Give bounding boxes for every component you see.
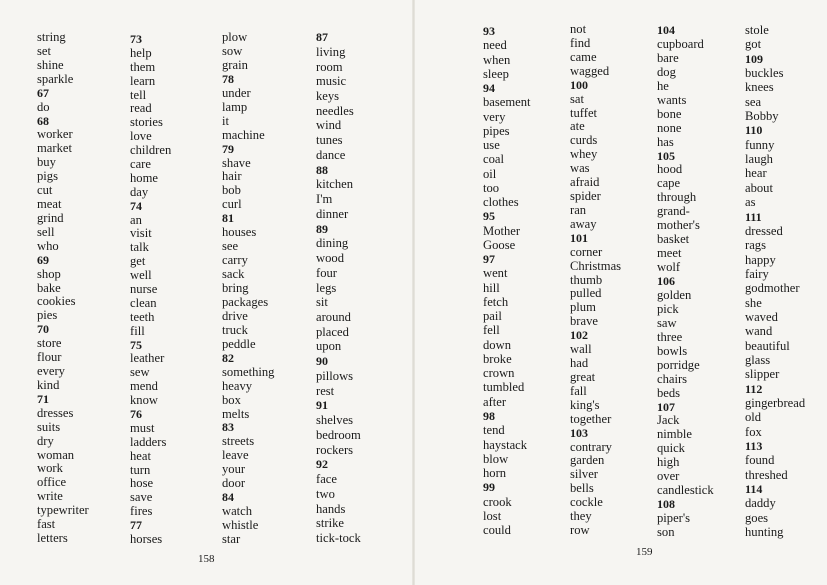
- vocab-word: day: [130, 184, 149, 199]
- vocab-word: children: [130, 143, 172, 158]
- vocab-word: through: [657, 190, 697, 205]
- vocab-word: need: [483, 38, 507, 53]
- vocab-word: funny: [745, 137, 775, 152]
- lesson-number: 67: [37, 85, 49, 100]
- vocab-word: stole: [745, 23, 769, 37]
- vocab-word: wolf: [657, 260, 681, 275]
- vocab-word: basement: [483, 95, 531, 110]
- vocab-word: hair: [222, 169, 242, 184]
- vocab-word: strike: [316, 516, 344, 531]
- vocab-word: machine: [222, 127, 265, 142]
- vocab-word: bowls: [657, 343, 688, 358]
- vocab-word: had: [570, 356, 589, 370]
- vocab-word: placed: [316, 324, 349, 339]
- vocab-word: know: [130, 393, 158, 408]
- vocab-word: streets: [222, 434, 255, 449]
- lesson-number: 92: [316, 457, 328, 472]
- vocab-word: fetch: [483, 294, 509, 309]
- vocab-word: cupboard: [657, 36, 704, 51]
- vocab-word: buy: [37, 155, 56, 170]
- vocab-word: could: [483, 523, 511, 537]
- vocab-word: read: [130, 101, 152, 116]
- vocab-word: shop: [37, 266, 61, 281]
- vocab-word: mend: [130, 379, 158, 394]
- vocab-word: fell: [483, 323, 500, 338]
- vocab-word: too: [483, 180, 500, 195]
- vocab-word: quick: [657, 441, 685, 456]
- lesson-number: 89: [316, 221, 328, 236]
- vocab-word: plow: [222, 30, 248, 44]
- vocab-word: letters: [37, 531, 68, 545]
- vocab-word: tend: [483, 423, 505, 438]
- vocab-word: leave: [222, 448, 249, 463]
- lesson-number: 97: [483, 252, 495, 267]
- vocab-word: sat: [570, 91, 584, 106]
- vocab-word: find: [570, 35, 591, 50]
- vocab-word: horses: [130, 532, 163, 546]
- vocab-word: Jack: [657, 413, 680, 428]
- vocab-word: broke: [483, 351, 512, 366]
- vocab-word: door: [222, 476, 246, 491]
- vocab-word: Goose: [483, 237, 516, 252]
- vocab-word: dog: [657, 64, 676, 79]
- page-number-right: 159: [636, 546, 653, 558]
- vocab-word: cookies: [37, 294, 76, 309]
- vocab-word: cape: [657, 176, 681, 191]
- vocab-word: contrary: [570, 439, 612, 454]
- vocab-word: suits: [37, 419, 61, 434]
- vocab-word: wants: [657, 92, 687, 107]
- vocab-word: fast: [37, 517, 56, 532]
- vocab-word: dresses: [37, 405, 74, 420]
- vocab-word: chairs: [657, 371, 688, 386]
- vocab-word: help: [130, 45, 152, 60]
- vocab-word: hands: [316, 501, 346, 516]
- vocab-word: oil: [483, 166, 497, 181]
- vocab-word: they: [570, 509, 592, 524]
- lesson-number: 103: [570, 425, 588, 440]
- vocab-word: found: [745, 453, 775, 468]
- vocab-word: teeth: [130, 309, 155, 324]
- vocab-word: tumbled: [483, 380, 525, 395]
- lesson-number: 94: [483, 81, 495, 95]
- lesson-number: 104: [657, 23, 675, 37]
- lesson-number: 71: [37, 391, 49, 406]
- vocab-word: sell: [37, 224, 55, 239]
- vocab-word: dining: [316, 236, 349, 251]
- vocab-word: meat: [37, 197, 62, 211]
- vocab-word: care: [130, 157, 151, 171]
- vocab-word: tick-tock: [316, 531, 361, 545]
- vocab-word: wand: [745, 324, 773, 339]
- vocab-word: hill: [483, 280, 500, 295]
- vocab-word: has: [657, 134, 674, 149]
- vocab-word: pick: [657, 301, 679, 316]
- vocab-word: when: [483, 52, 511, 67]
- vocab-word: together: [570, 411, 612, 426]
- lesson-number: 73: [130, 32, 142, 46]
- vocab-word: daddy: [745, 496, 776, 511]
- vocab-word: watch: [222, 504, 253, 519]
- vocab-word: knees: [745, 80, 774, 95]
- vocab-word: spider: [570, 189, 601, 203]
- vocab-word: crown: [483, 366, 515, 381]
- vocab-word: sack: [222, 267, 245, 282]
- vocab-word: pies: [37, 308, 58, 323]
- vocab-word: three: [657, 329, 683, 344]
- lesson-number: 108: [657, 497, 675, 512]
- vocab-word: lamp: [222, 99, 248, 114]
- vocab-word: box: [222, 392, 241, 407]
- vocab-word: market: [37, 141, 72, 156]
- lesson-number: 110: [745, 123, 763, 138]
- vocab-word: room: [316, 59, 343, 74]
- vocab-word: shine: [37, 57, 64, 72]
- vocab-word: fairy: [745, 266, 769, 281]
- vocab-word: office: [37, 475, 67, 490]
- vocab-word: nurse: [130, 282, 158, 296]
- vocab-word: four: [316, 265, 337, 280]
- vocab-word: truck: [222, 322, 248, 337]
- vocab-word: horn: [483, 466, 507, 480]
- vocab-word: it: [222, 113, 229, 128]
- lesson-number: 100: [570, 77, 588, 92]
- vocab-word: ate: [570, 119, 585, 134]
- vocab-word: kitchen: [316, 177, 354, 192]
- vocab-word: great: [570, 369, 596, 384]
- vocab-word: garden: [570, 453, 605, 468]
- vocab-word: visit: [130, 226, 152, 241]
- vocab-word: sparkle: [37, 71, 74, 86]
- vocab-word: godmother: [745, 281, 800, 296]
- vocab-word: an: [130, 212, 142, 227]
- vocab-word: waved: [745, 309, 778, 324]
- vocab-word: Christmas: [570, 258, 622, 273]
- vocab-word: got: [745, 37, 762, 52]
- vocab-word: save: [130, 490, 153, 505]
- vocab-word: home: [130, 170, 158, 185]
- vocab-word: hose: [130, 476, 154, 491]
- vocab-word: ladders: [130, 434, 167, 449]
- page-gutter: [412, 0, 415, 585]
- vocab-word: them: [130, 59, 156, 74]
- vocab-word: drive: [222, 308, 248, 323]
- vocab-word: kind: [37, 377, 60, 392]
- vocab-word: stories: [130, 115, 163, 130]
- vocab-word: afraid: [570, 175, 600, 190]
- vocab-word: music: [316, 74, 347, 89]
- vocab-word: write: [37, 489, 63, 504]
- vocab-word: glass: [745, 352, 771, 367]
- vocab-word: rest: [316, 383, 335, 398]
- vocab-word: heavy: [222, 378, 253, 393]
- vocab-word: fox: [745, 424, 762, 439]
- vocab-word: pulled: [570, 286, 602, 301]
- vocab-word: tell: [130, 87, 147, 102]
- vocab-word: whey: [570, 147, 598, 162]
- lesson-number: 90: [316, 354, 328, 369]
- vocab-word: talk: [130, 240, 149, 255]
- vocab-word: worker: [37, 127, 73, 142]
- vocab-word: porridge: [657, 357, 700, 372]
- lesson-number: 68: [37, 113, 49, 128]
- lesson-number: 95: [483, 209, 495, 224]
- vocab-word: flour: [37, 350, 62, 365]
- vocab-word: dinner: [316, 206, 349, 221]
- vocab-word: face: [316, 472, 337, 487]
- lesson-number: 88: [316, 162, 328, 177]
- lesson-number: 114: [745, 482, 763, 496]
- vocab-word: he: [657, 78, 669, 93]
- vocab-word: high: [657, 455, 680, 470]
- vocab-word: typewriter: [37, 503, 89, 518]
- vocab-word: silver: [570, 467, 598, 482]
- lesson-number: 87: [316, 30, 328, 44]
- vocab-word: who: [37, 238, 59, 253]
- lesson-number: 113: [745, 438, 763, 453]
- lesson-number: 69: [37, 252, 49, 267]
- vocab-word: melts: [222, 406, 250, 421]
- vocab-word: gingerbread: [745, 395, 806, 410]
- lesson-number: 111: [745, 209, 762, 224]
- vocab-word: under: [222, 85, 251, 100]
- vocab-word: two: [316, 486, 335, 501]
- vocab-word: fall: [570, 383, 587, 398]
- vocab-word: came: [570, 49, 597, 64]
- vocab-word: love: [130, 129, 152, 144]
- vocab-word: bone: [657, 106, 682, 121]
- vocab-word: legs: [316, 280, 337, 295]
- vocab-word: I'm: [316, 192, 333, 207]
- vocab-word: dance: [316, 147, 346, 162]
- vocab-word: cut: [37, 183, 53, 198]
- vocab-word: blow: [483, 451, 509, 466]
- vocab-word: your: [222, 462, 246, 477]
- vocab-word: curl: [222, 197, 242, 212]
- vocab-word: pipes: [483, 123, 510, 138]
- vocab-word: sew: [130, 365, 150, 380]
- vocab-word: bring: [222, 281, 249, 295]
- vocab-word: brave: [570, 314, 598, 329]
- vocab-word: corner: [570, 244, 603, 259]
- vocab-word: use: [483, 138, 500, 153]
- vocab-word: haystack: [483, 437, 528, 452]
- vocab-word: grand-: [657, 204, 690, 219]
- vocab-word: whistle: [222, 518, 259, 533]
- lesson-number: 99: [483, 480, 495, 495]
- vocab-word: was: [570, 161, 590, 176]
- vocab-word: plum: [570, 300, 596, 315]
- vocab-word: sleep: [483, 66, 509, 81]
- vocab-word: candlestick: [657, 483, 714, 498]
- vocab-word: thumb: [570, 272, 603, 287]
- vocab-word: clothes: [483, 195, 519, 210]
- vocab-word: turn: [130, 462, 151, 477]
- vocab-word: around: [316, 310, 351, 324]
- vocab-word: bedroom: [316, 427, 361, 442]
- vocab-word: mother's: [657, 218, 700, 233]
- lesson-number: 76: [130, 407, 142, 421]
- vocab-word: dressed: [745, 223, 783, 238]
- lesson-number: 98: [483, 408, 495, 423]
- vocab-word: get: [130, 254, 146, 269]
- vocab-word: son: [657, 525, 675, 539]
- vocab-word: pail: [483, 309, 502, 324]
- lesson-number: 74: [130, 198, 142, 213]
- vocab-word: meet: [657, 246, 682, 261]
- vocab-word: bells: [570, 481, 594, 496]
- lesson-number: 83: [222, 420, 234, 435]
- vocab-word: tunes: [316, 133, 343, 148]
- vocab-word: old: [745, 410, 762, 425]
- vocab-word: nimble: [657, 427, 692, 442]
- vocab-word: lost: [483, 508, 502, 523]
- vocab-word: fires: [130, 504, 153, 519]
- vocab-word: over: [657, 469, 680, 484]
- vocab-word: every: [37, 364, 65, 378]
- vocab-word: ran: [570, 202, 587, 217]
- vocab-word: see: [222, 239, 239, 254]
- lesson-number: 102: [570, 328, 588, 343]
- vocab-word: woman: [37, 447, 75, 462]
- vocab-word: tuffet: [570, 105, 598, 120]
- vocab-word: coal: [483, 152, 504, 167]
- vocab-word: beds: [657, 385, 681, 400]
- lesson-number: 93: [483, 24, 495, 38]
- vocab-word: piper's: [657, 511, 691, 526]
- vocab-word: very: [483, 109, 506, 124]
- vocab-word: not: [570, 22, 587, 36]
- vocab-word: laugh: [745, 152, 773, 167]
- vocab-word: string: [37, 30, 66, 44]
- vocab-word: sow: [222, 43, 243, 58]
- vocab-word: grind: [37, 210, 64, 225]
- vocab-word: goes: [745, 510, 769, 525]
- vocab-word: star: [222, 532, 241, 546]
- vocab-word: pillows: [316, 368, 354, 383]
- vocab-word: fill: [130, 323, 145, 338]
- page-number-left: 158: [198, 553, 215, 565]
- vocab-word: grain: [222, 57, 248, 72]
- vocab-word: about: [745, 180, 773, 195]
- vocab-word: clean: [130, 295, 157, 310]
- vocab-word: basket: [657, 232, 690, 247]
- vocab-word: carry: [222, 253, 248, 268]
- vocab-word: buckles: [745, 66, 784, 80]
- vocab-word: row: [570, 523, 590, 537]
- vocab-word: rockers: [316, 442, 354, 457]
- vocab-word: bare: [657, 50, 679, 65]
- vocab-word: she: [745, 295, 762, 310]
- vocab-word: well: [130, 268, 152, 283]
- lesson-number: 107: [657, 399, 675, 414]
- vocab-word: slipper: [745, 367, 780, 382]
- vocab-word: down: [483, 337, 511, 352]
- vocab-word: none: [657, 120, 682, 135]
- vocab-word: after: [483, 394, 507, 409]
- lesson-number: 112: [745, 381, 763, 396]
- lesson-number: 84: [222, 490, 234, 505]
- vocab-word: dry: [37, 433, 54, 448]
- lesson-number: 109: [745, 51, 763, 66]
- vocab-word: bob: [222, 183, 241, 198]
- vocab-word: went: [483, 266, 508, 281]
- vocab-word: needles: [316, 103, 354, 118]
- vocab-word: living: [316, 44, 346, 59]
- vocab-word: crook: [483, 494, 512, 509]
- vocab-word: packages: [222, 294, 269, 309]
- vocab-word: upon: [316, 339, 342, 354]
- vocab-word: saw: [657, 315, 677, 330]
- vocab-word: set: [37, 43, 51, 58]
- vocab-word: peddle: [222, 336, 256, 351]
- lesson-number: 70: [37, 322, 49, 337]
- lesson-number: 91: [316, 398, 328, 413]
- vocab-word: Mother: [483, 223, 521, 238]
- vocab-word: Bobby: [745, 109, 779, 124]
- vocab-word: as: [745, 195, 756, 210]
- vocab-word: sit: [316, 295, 328, 310]
- vocab-word: wood: [316, 251, 344, 265]
- vocab-word: hunting: [745, 525, 784, 539]
- vocab-word: keys: [316, 88, 340, 103]
- vocab-word: do: [37, 99, 50, 114]
- vocab-word: king's: [570, 397, 600, 412]
- vocab-word: pigs: [37, 169, 58, 184]
- vocab-word: hood: [657, 162, 683, 177]
- vocab-word: happy: [745, 252, 776, 267]
- lesson-number: 77: [130, 518, 142, 533]
- vocab-word: beautiful: [745, 338, 790, 353]
- vocab-word: must: [130, 420, 155, 435]
- lesson-number: 106: [657, 274, 675, 288]
- vocab-word: leather: [130, 351, 165, 366]
- vocab-word: away: [570, 216, 597, 231]
- lesson-number: 81: [222, 211, 234, 226]
- lesson-number: 82: [222, 350, 234, 365]
- vocab-word: wall: [570, 342, 592, 357]
- vocab-word: curds: [570, 133, 598, 148]
- vocab-word: learn: [130, 73, 156, 88]
- lesson-number: 101: [570, 230, 588, 245]
- lesson-number: 75: [130, 337, 142, 352]
- vocab-word: sea: [745, 94, 762, 109]
- vocab-word: wagged: [570, 63, 610, 78]
- vocab-word: cockle: [570, 495, 603, 510]
- lesson-number: 78: [222, 71, 234, 86]
- vocab-word: something: [222, 364, 275, 379]
- vocab-word: shave: [222, 155, 251, 170]
- lesson-number: 79: [222, 141, 234, 156]
- vocab-word: work: [37, 461, 63, 476]
- vocab-word: golden: [657, 287, 692, 302]
- vocab-word: threshed: [745, 467, 788, 482]
- vocab-word: rags: [745, 238, 766, 253]
- vocab-word: heat: [130, 448, 151, 463]
- vocab-word: bake: [37, 280, 61, 295]
- vocab-word: houses: [222, 225, 257, 240]
- vocab-word: store: [37, 336, 62, 351]
- vocab-word: shelves: [316, 413, 354, 428]
- vocab-word: wind: [316, 118, 342, 133]
- lesson-number: 105: [657, 148, 675, 163]
- vocab-word: hear: [745, 166, 767, 181]
